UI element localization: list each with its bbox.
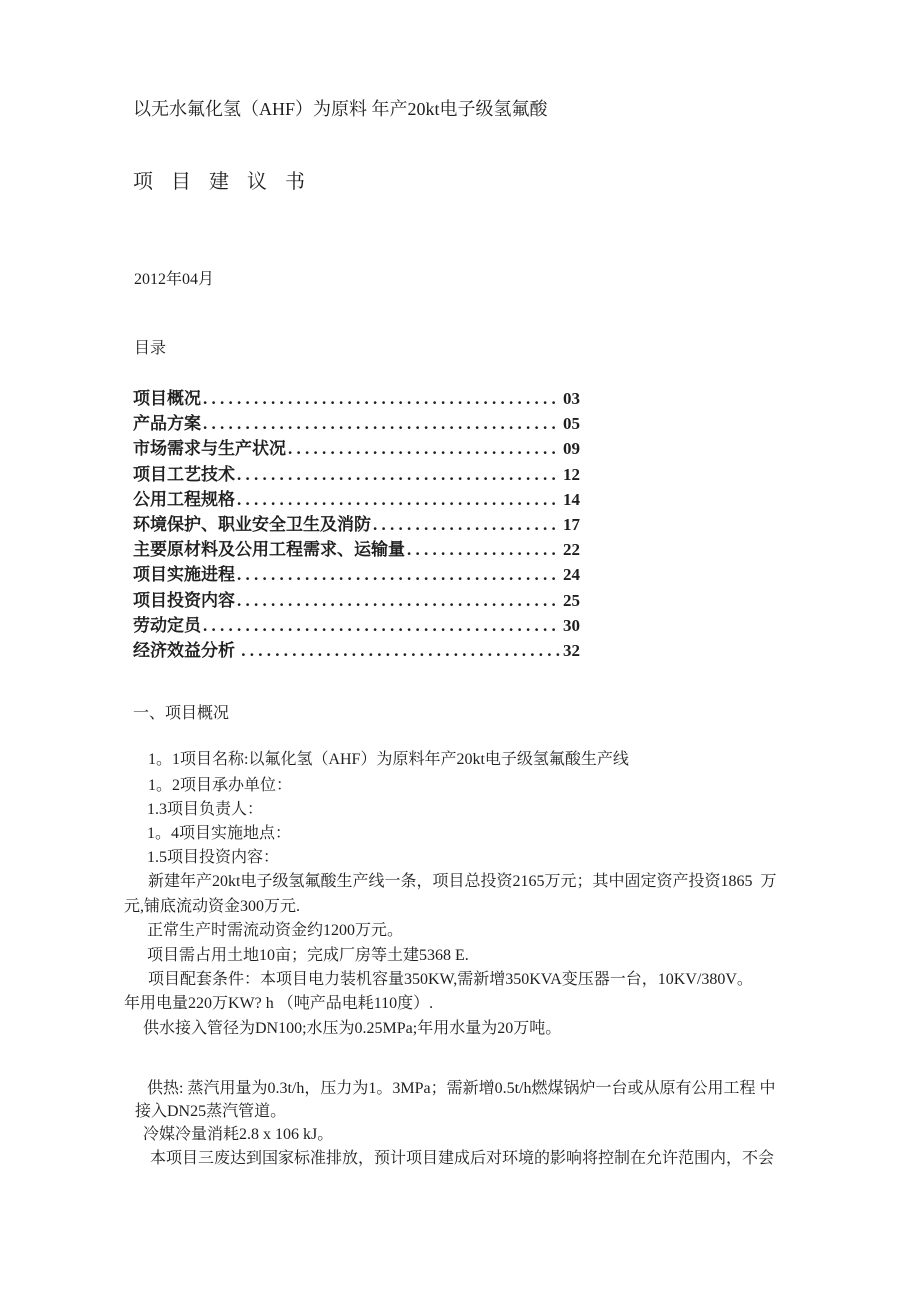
toc-entry-label: 项目投资内容 [133, 591, 235, 610]
document-subtitle: 项 目 建 议 书 [133, 171, 305, 193]
body-line: 1.5项目投资内容： [147, 849, 280, 866]
toc-entry-label: 公用工程规格 [133, 490, 235, 509]
toc-dot-leader [407, 539, 560, 561]
toc-entry [133, 489, 580, 511]
toc-dot-leader [241, 640, 560, 662]
toc-entry-page: 30 [563, 616, 580, 635]
toc-entry-label: 项目概况 [133, 389, 201, 408]
body-line: 1。2项目承办单位： [148, 777, 293, 794]
body-line: 项目配套条件：本项目电力装机容量350KW,需新增350KVA变压器一台，10KV/380V。 [148, 971, 753, 988]
toc-entry-label: 主要原材料及公用工程需求、运输量 [133, 540, 405, 559]
document-date: 2012年04月 [134, 271, 215, 288]
toc-entry-page: 09 [563, 439, 580, 458]
toc-entry-label: 产品方案 [133, 414, 201, 433]
toc-entry-label: 项目实施进程 [133, 565, 235, 584]
toc-dot-leader [203, 413, 560, 435]
toc-entry [133, 438, 580, 460]
toc-heading: 目录 [134, 340, 167, 357]
toc-entry [133, 640, 580, 662]
toc-entry [133, 514, 580, 536]
toc-entry [133, 413, 580, 435]
toc-entry-page: 12 [563, 465, 580, 484]
toc-dot-leader [237, 464, 560, 486]
body-line: 1。4项目实施地点： [147, 825, 292, 842]
toc-entry-page: 03 [563, 389, 580, 408]
section-heading: 一、项目概况 [133, 705, 230, 722]
toc-dot-leader [288, 438, 560, 460]
toc-entry [133, 464, 580, 486]
toc-entry-label: 环境保护、职业安全卫生及消防 [133, 515, 371, 534]
toc-entry-page: 17 [563, 515, 580, 534]
body-line: 年用电量220万KW? h （吨产品电耗110度）. [124, 995, 434, 1012]
toc-dot-leader [203, 615, 560, 637]
body-line: 1。1项目名称:以氟化氢（AHF）为原料年产20kt电子级氢氟酸生产线 [148, 751, 629, 768]
body-line: 供热: 蒸汽用量为0.3t/h，压力为1。3MPa；需新增0.5t/h燃煤锅炉一台或从原有公用工程 中 [147, 1080, 776, 1097]
toc-entry [133, 539, 580, 561]
toc-dot-leader [237, 489, 560, 511]
toc-entry-page: 32 [563, 641, 580, 660]
toc-entry-page: 22 [563, 540, 580, 559]
body-line: 本项目三废达到国家标准排放，预计项目建成后对环境的影响将控制在允许范围内，不会 [150, 1150, 775, 1167]
body-line: 项目需占用土地10亩；完成厂房等土建5368 E. [147, 947, 469, 964]
body-line: 接入DN25蒸汽管道。 [135, 1103, 287, 1120]
document-title: 以无水氟化氢（AHF）为原料 年产20kt电子级氢氟酸 [133, 99, 548, 119]
toc-entry [133, 388, 580, 410]
toc-dot-leader [237, 564, 560, 586]
toc-entry-page: 24 [563, 565, 580, 584]
toc-entry-label: 劳动定员 [133, 616, 201, 635]
body-line: 供水接入管径为DN100;水压为0.25MPa;年用水量为20万吨。 [143, 1020, 562, 1037]
toc-entry-label: 经济效益分析 [133, 641, 240, 660]
toc-dot-leader [237, 590, 560, 612]
toc-entry [133, 615, 580, 637]
toc-dot-leader [203, 388, 560, 410]
toc-dot-leader [373, 514, 560, 536]
toc-entry-label: 项目工艺技术 [133, 465, 235, 484]
toc-entry [133, 564, 580, 586]
body-line: 冷媒冷量消耗2.8 x 106 kJ。 [143, 1126, 334, 1143]
toc-entry-page: 05 [563, 414, 580, 433]
body-line: 新建年产20kt电子级氢氟酸生产线一条，项目总投资2165万元；其中固定资产投资1865 万 [148, 873, 777, 890]
body-line: 正常生产时需流动资金约1200万元。 [147, 922, 404, 939]
body-line: 1.3项目负责人： [147, 801, 264, 818]
toc-entry [133, 590, 580, 612]
body-line: 元,铺底流动资金300万元. [124, 898, 301, 915]
toc-entry-page: 14 [563, 490, 580, 509]
toc-entry-page: 25 [563, 591, 580, 610]
toc-entry-label: 市场需求与生产状况 [133, 439, 286, 458]
